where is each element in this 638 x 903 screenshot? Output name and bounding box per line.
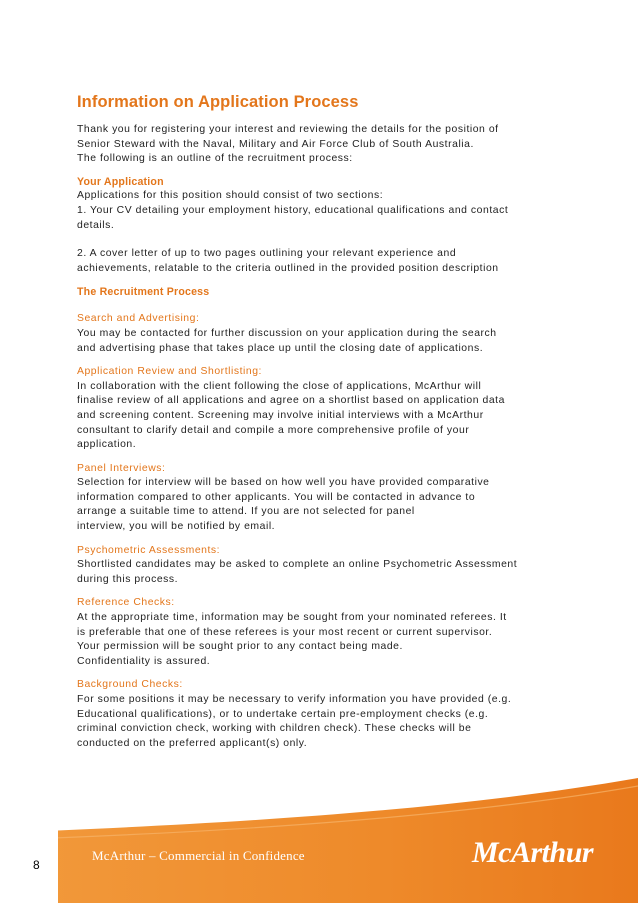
body-line: and screening content. Screening may involve initial interviews with a McArthur bbox=[77, 409, 484, 421]
section-heading: Search and Advertising: bbox=[77, 313, 200, 325]
body-line: finalise review of all applications and agree on a shortlist based on application data bbox=[77, 395, 505, 407]
body-line: during this process. bbox=[77, 573, 179, 585]
panel-interviews-section bbox=[77, 462, 567, 535]
recruitment-process-heading: The Recruitment Process bbox=[77, 286, 210, 299]
body-line: Shortlisted candidates may be asked to complete an online Psychometric Assessment bbox=[77, 559, 518, 571]
section-heading: Psychometric Assessments: bbox=[77, 544, 221, 556]
body-line: For some positions it may be necessary to verify information you have provided (e.g. bbox=[77, 694, 512, 705]
search-advertising-section bbox=[77, 312, 567, 356]
intro-line: Senior Steward with the Naval, Military and Air Force Club of South Australia. bbox=[77, 138, 474, 150]
psychometric-section bbox=[77, 544, 567, 588]
page-title: Information on Application Process bbox=[77, 93, 359, 111]
page-number: 8 bbox=[33, 858, 40, 872]
body-line: Selection for interview will be based on how well you have provided comparative bbox=[77, 477, 490, 489]
document-body bbox=[77, 93, 567, 760]
body-line: At the appropriate time, information may be sought from your nominated referees. It bbox=[77, 612, 507, 624]
body-line: interview, you will be notified by email. bbox=[77, 521, 276, 533]
body-line: information compared to other applicants. You will be contacted in advance to bbox=[77, 491, 476, 503]
footer-confidential-text: McArthur – Commercial in Confidence bbox=[92, 848, 305, 863]
section-heading: Panel Interviews: bbox=[77, 462, 166, 474]
your-application-heading: Your Application bbox=[77, 175, 164, 188]
intro-line: Thank you for registering your interest and reviewing the details for the position of bbox=[77, 124, 499, 135]
body-line: is preferable that one of these referees is your most recent or current supervisor. bbox=[77, 626, 493, 638]
body-line: application. bbox=[77, 439, 137, 451]
body-line: In collaboration with the client following the close of applications, McArthur will bbox=[77, 380, 482, 392]
body-line: Confidentiality is assured. bbox=[77, 655, 211, 667]
mcarthur-logo: McArthur bbox=[472, 836, 594, 869]
body-line: Your permission will be sought prior to any contact being made. bbox=[77, 641, 403, 653]
body-line: 2. A cover letter of up to two pages outlining your relevant experience and bbox=[77, 248, 457, 260]
body-line: criminal conviction check, working with children check). These checks will be bbox=[77, 723, 472, 735]
intro-paragraph bbox=[77, 123, 567, 167]
body-line: conducted on the preferred applicant(s) only. bbox=[77, 737, 308, 749]
reference-checks-section bbox=[77, 596, 567, 669]
body-line: details. bbox=[77, 219, 115, 231]
your-application-section bbox=[77, 175, 567, 277]
body-line: You may be contacted for further discussion on your application during the search bbox=[77, 327, 497, 339]
body-line: and advertising phase that takes place up until the closing date of applications. bbox=[77, 342, 484, 354]
body-line: Educational qualifications), or to undertake certain pre-employment checks (e.g. bbox=[77, 708, 489, 720]
background-checks-section bbox=[77, 678, 567, 751]
body-line: achievements, relatable to the criteria outlined in the provided position description bbox=[77, 262, 499, 274]
body-line: Applications for this position should consist of two sections: bbox=[77, 190, 384, 202]
body-line: arrange a suitable time to attend. If you are not selected for panel bbox=[77, 506, 415, 518]
review-shortlisting-section bbox=[77, 365, 567, 453]
intro-line: The following is an outline of the recruitment process: bbox=[77, 153, 353, 165]
body-line: 1. Your CV detailing your employment history, educational qualifications and contact bbox=[77, 204, 509, 216]
section-heading: Application Review and Shortlisting: bbox=[77, 366, 262, 378]
section-heading: Background Checks: bbox=[77, 679, 183, 691]
body-line: consultant to clarify detail and compile a more comprehensive profile of your bbox=[77, 424, 470, 436]
section-heading: Reference Checks: bbox=[77, 597, 175, 609]
